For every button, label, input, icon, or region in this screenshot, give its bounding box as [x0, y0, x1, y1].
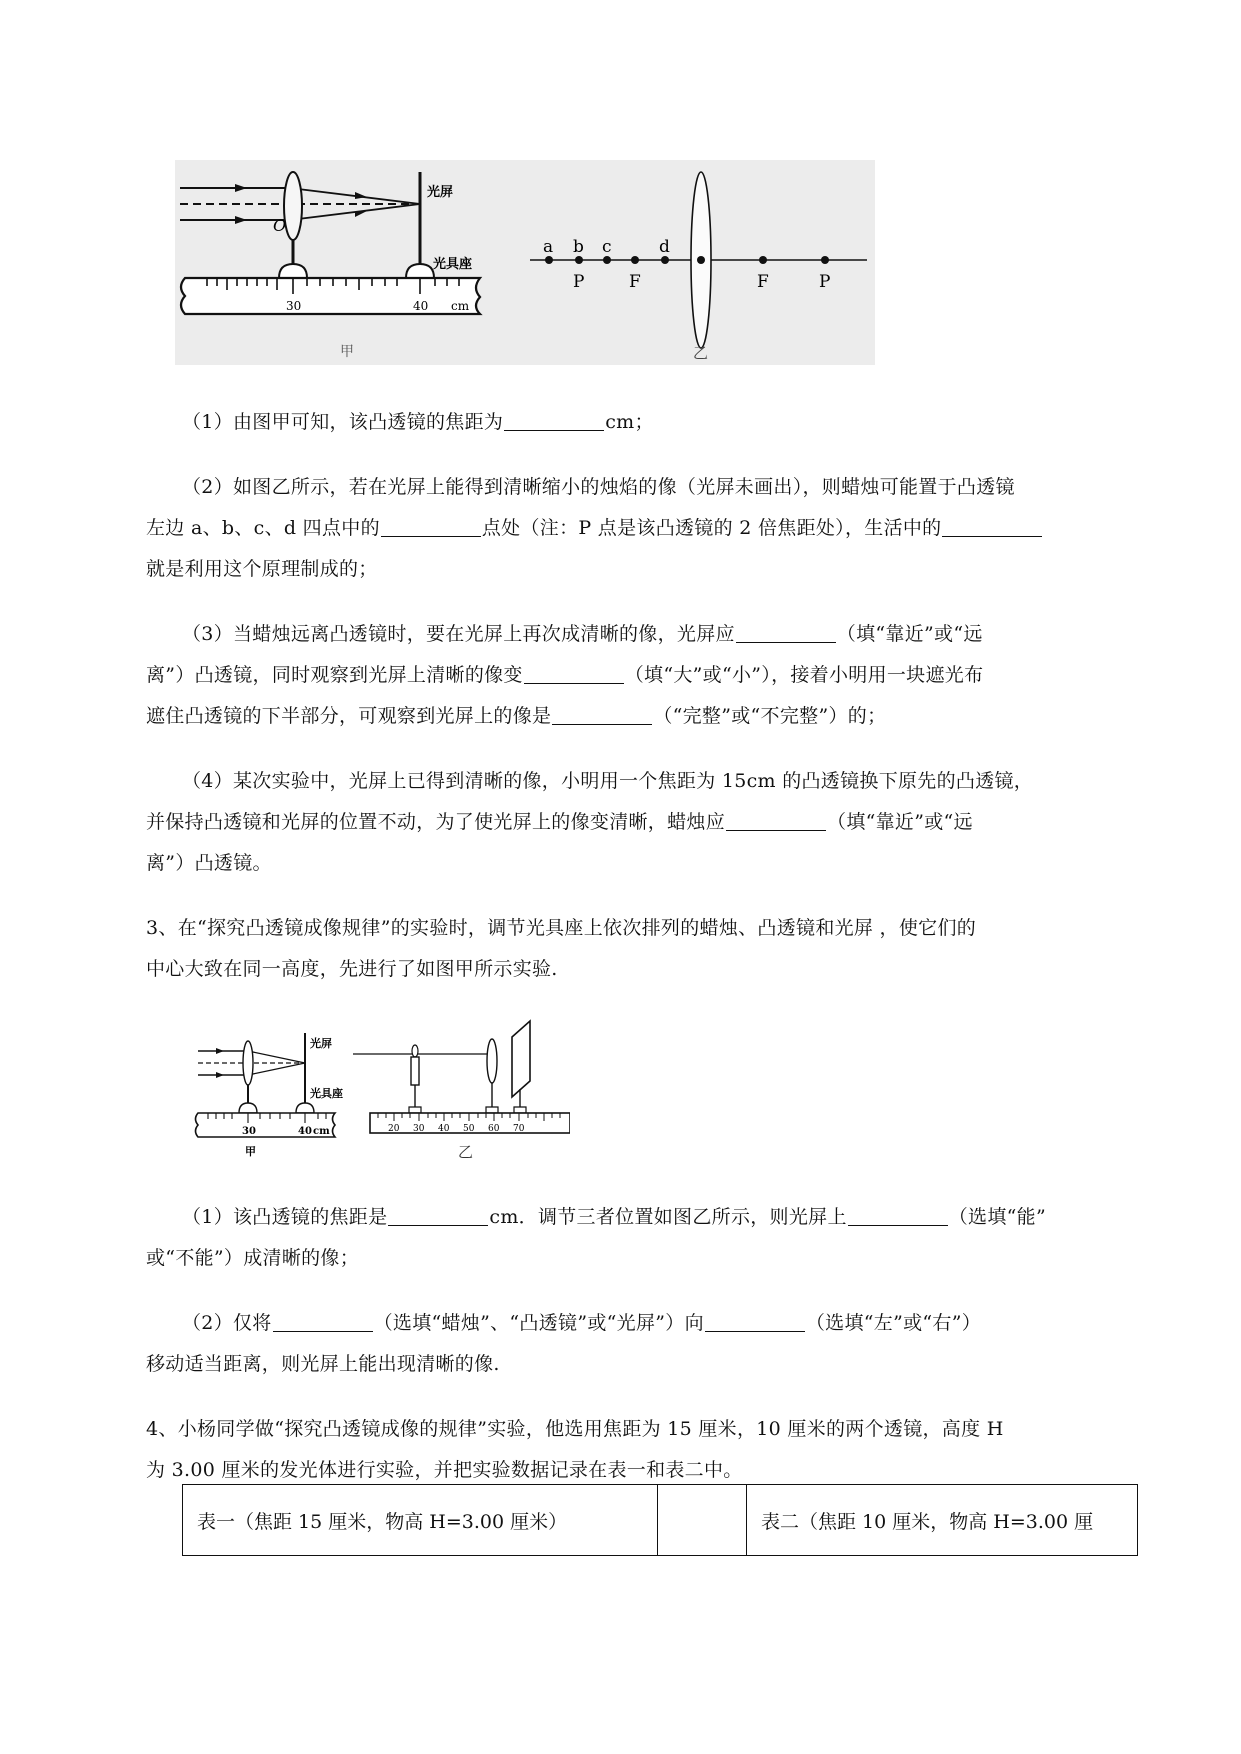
- answer-blank-q3-1b[interactable]: [848, 1205, 948, 1226]
- fig2-yi-tick-20: 20: [388, 1124, 400, 1134]
- tick-label-40: 40: [413, 299, 429, 313]
- q2-part3-line3: [146, 703, 886, 729]
- q3-stem-line1: 3、在“探究凸透镜成像规律”的实验时，调节光具座上依次排列的蜡烛、凸透镜和光屏 ，使它们的: [146, 917, 977, 939]
- table-row: [183, 1485, 1138, 1556]
- figure-1-background: [175, 160, 875, 365]
- unit-label: cm: [451, 299, 470, 313]
- point-label-f-left: F: [629, 272, 641, 292]
- answer-blank-q3-2b[interactable]: [705, 1311, 805, 1332]
- q4-stem-line1: 4、小杨同学做“探究凸透镜成像的规律”实验，他选用焦距为 15 厘米，10 厘米的两个透镜，高度 H: [146, 1418, 1004, 1440]
- point-label-p-left: P: [573, 272, 585, 292]
- fig2-unit: cm: [313, 1126, 330, 1137]
- answer-blank-q2-1[interactable]: [504, 410, 604, 431]
- q3-part2-text-b: （选填“蜡烛”、“凸透镜”或“光屏”）向: [373, 1312, 704, 1334]
- q4-stem-line2: 为 3.00 厘米的发光体进行实验，并把实验数据记录在表一和表二中。: [146, 1459, 743, 1481]
- candle: [411, 1057, 419, 1085]
- point-label-a: a: [543, 237, 554, 257]
- answer-blank-q3-1a[interactable]: [388, 1205, 488, 1226]
- q2-part1: [182, 409, 654, 435]
- figure-2: [190, 1015, 570, 1165]
- answer-blank-q2-4[interactable]: [726, 810, 826, 831]
- q2-part1-unit: cm；: [605, 411, 654, 433]
- q3-part1-text-b: cm．调节三者位置如图乙所示，则光屏上: [489, 1206, 847, 1228]
- q4-data-table: [182, 1484, 1138, 1556]
- answer-blank-q3-2a[interactable]: [273, 1311, 373, 1332]
- q3-part1-text-a: （1）该凸透镜的焦距是: [182, 1206, 388, 1228]
- q2-part4-line2: [146, 809, 973, 835]
- convex-lens-jia: [284, 172, 302, 240]
- q2-part4-line1: （4）某次实验中，光屏上已得到清晰的像，小明用一个焦距为 15cm 的凸透镜换下原先的凸透镜，: [182, 770, 1034, 792]
- q2-part3-text-d: （填“大”或“小”），接着小明用一块遮光布: [624, 664, 984, 686]
- q2-part2-line2: [146, 515, 1043, 541]
- q2-part4-line3: 离”）凸透镜。: [146, 852, 272, 874]
- fig2-yi-tick-40: 40: [438, 1124, 450, 1134]
- table-gap-cell: [658, 1485, 747, 1556]
- table-two-title: 表二（焦距 10 厘米，物高 H=3.00 厘: [747, 1485, 1138, 1556]
- q3-part2-text-c: （选填“左”或“右”）: [805, 1312, 982, 1334]
- q3-part1-line1: [182, 1204, 1046, 1230]
- answer-blank-q2-3b[interactable]: [524, 663, 624, 684]
- figure2-jia: [196, 1033, 344, 1158]
- q2-part4-text-b: （填“靠近”或“远: [827, 811, 973, 833]
- q2-part3-line1: [182, 621, 983, 647]
- caption-yi: 乙: [693, 344, 709, 362]
- fig2-tick-40: 40: [298, 1126, 312, 1137]
- fig2-tick-30: 30: [242, 1126, 256, 1137]
- caption-jia: 甲: [340, 344, 354, 360]
- figure-1: [175, 160, 875, 365]
- q2-part1-text: （1）由图甲可知，该凸透镜的焦距为: [182, 411, 504, 433]
- q3-stem-line2: 中心大致在同一高度，先进行了如图甲所示实验.: [146, 958, 558, 980]
- fig2-screen-label: 光屏: [310, 1037, 332, 1050]
- point-label-f-right: F: [757, 272, 769, 292]
- q2-part3-text-f: （“完整”或“不完整”）的；: [653, 705, 887, 727]
- fig2-yi-tick-60: 60: [488, 1124, 500, 1134]
- q2-part2-text-b: 点处（注：P 点是该凸透镜的 2 倍焦距处），生活中的: [481, 517, 942, 539]
- q2-part3-text-c: 离”）凸透镜，同时观察到光屏上清晰的像变: [146, 664, 523, 686]
- q2-part2-line1: （2）如图乙所示，若在光屏上能得到清晰缩小的烛焰的像（光屏未画出），则蜡烛可能置于凸透镜: [182, 476, 1015, 498]
- q2-part3-line2: [146, 662, 983, 688]
- answer-blank-q2-3c[interactable]: [552, 704, 652, 725]
- q3-part2-line1: [182, 1310, 981, 1336]
- candle-flame: [412, 1045, 418, 1057]
- q3-part1-text-c: （选填“能”: [948, 1206, 1046, 1228]
- q2-part3-text-a: （3）当蜡烛远离凸透镜时，要在光屏上再次成清晰的像，光屏应: [182, 623, 735, 645]
- bench-label: 光具座: [433, 257, 473, 272]
- fig2-yi-tick-70: 70: [513, 1124, 525, 1134]
- q3-part2-line2: 移动适当距离，则光屏上能出现清晰的像.: [146, 1353, 500, 1375]
- point-label-c: c: [602, 237, 612, 257]
- answer-blank-q2-3a[interactable]: [736, 622, 836, 643]
- lens-center-label: O: [273, 216, 287, 235]
- fig2-lens-yi: [487, 1039, 497, 1083]
- figure2-yi: [353, 1021, 570, 1161]
- q2-part3-text-b: （填“靠近”或“远: [836, 623, 983, 645]
- screen-label: 光屏: [427, 185, 454, 200]
- table-one-title: 表一（焦距 15 厘米，物高 H=3.00 厘米）: [183, 1485, 658, 1556]
- fig2-caption-yi: 乙: [458, 1143, 474, 1161]
- q3-part1-line2: 或“不能”）成清晰的像；: [146, 1247, 360, 1269]
- point-label-p-right: P: [819, 272, 831, 292]
- answer-blank-q2-2a[interactable]: [381, 516, 481, 537]
- point-label-d: d: [659, 237, 670, 257]
- fig2-caption-jia: 甲: [245, 1145, 256, 1158]
- answer-blank-q2-2b[interactable]: [942, 516, 1042, 537]
- point-label-b: b: [573, 237, 584, 257]
- q2-part2-text-a: 左边 a、b、c、d 四点中的: [146, 517, 380, 539]
- q2-part2-line3: 就是利用这个原理制成的；: [146, 558, 378, 580]
- fig2-yi-tick-50: 50: [463, 1124, 475, 1134]
- fig2-screen-yi: [512, 1021, 530, 1097]
- fig2-bench-label: 光具座: [310, 1087, 343, 1100]
- tick-label-30: 30: [286, 299, 302, 313]
- fig2-yi-tick-30: 30: [413, 1124, 425, 1134]
- q3-part2-text-a: （2）仅将: [182, 1312, 272, 1334]
- q2-part3-text-e: 遮住凸透镜的下半部分，可观察到光屏上的像是: [146, 705, 552, 727]
- q2-part4-text-a: 并保持凸透镜和光屏的位置不动，为了使光屏上的像变清晰，蜡烛应: [146, 811, 726, 833]
